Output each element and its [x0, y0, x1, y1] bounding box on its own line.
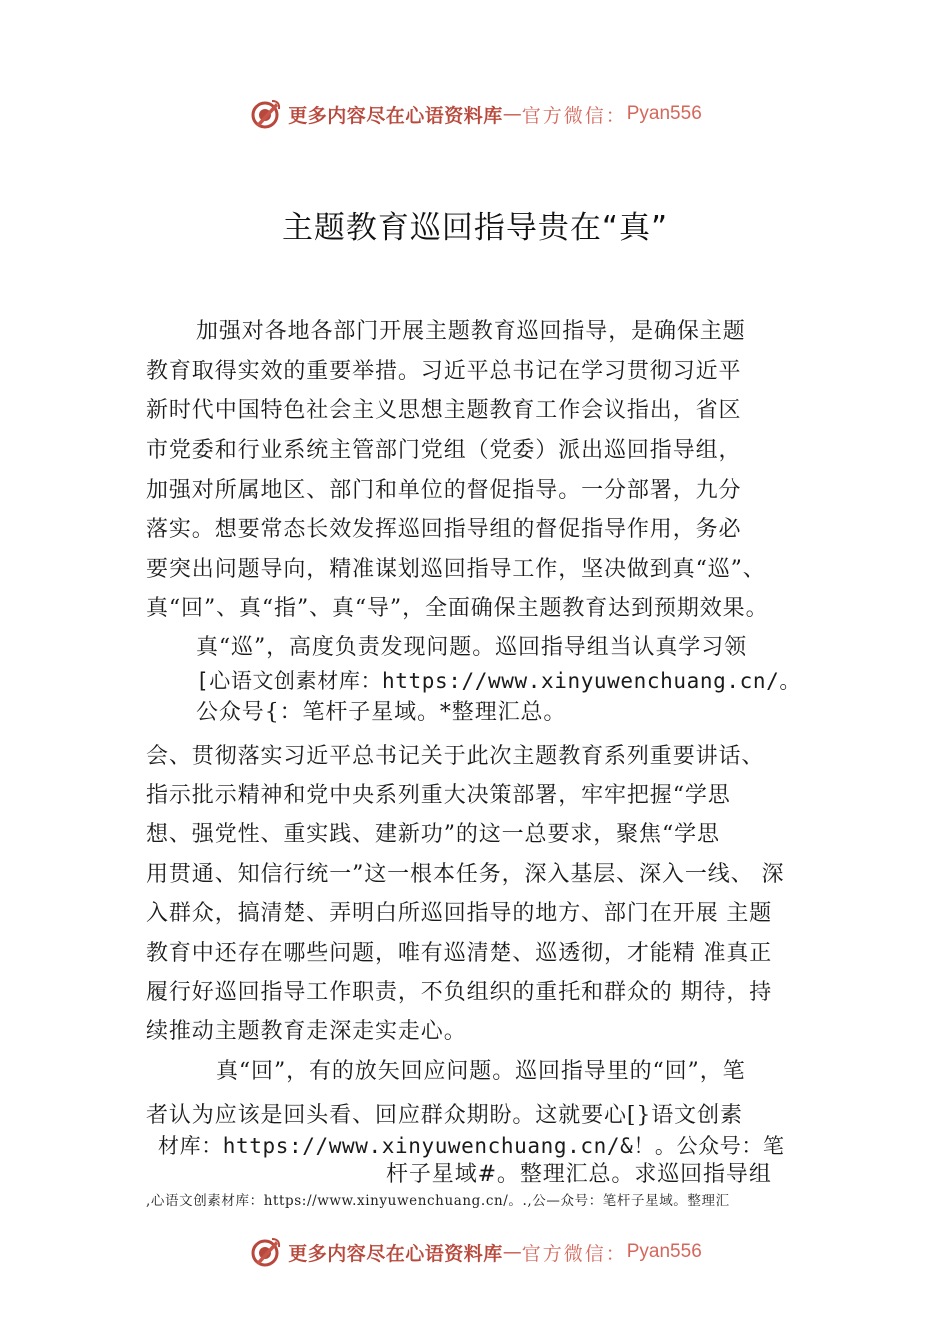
text-line: 入群众，搞清楚、弄明白所巡回指导的地方、部门在开展 主题	[146, 901, 773, 926]
text-line: 杆子星域#。整理汇总。求巡回指导组	[386, 1162, 772, 1187]
footer-banner	[0, 1232, 950, 1272]
header-wechat-label: 官方微信：	[521, 104, 627, 127]
text-line: 教育取得实效的重要举措。习近平总书记在学习贯彻习近平	[146, 359, 742, 384]
header-separator: —	[502, 103, 522, 125]
text-line: 真“巡”，高度负责发现问题。巡回指导组当认真学习领	[196, 635, 747, 660]
text-line: 用贯通、知信行统一”这一根本任务，深入基层、深入一线、 深	[146, 862, 785, 887]
text-line: 真“回”、真“指”、真“导”，全面确保主题教育达到预期效果。	[146, 596, 769, 621]
page-title: 主题教育巡回指导贵在“真”	[281, 210, 669, 246]
text-line: 者认为应该是回头看、回应群众期盼。这就要心[}语文创素	[146, 1103, 743, 1128]
text-line: 想、强党性、重实践、建新功”的这一总要求，聚焦“学思	[146, 822, 720, 847]
footer-wechat-label: 官方微信：	[521, 1242, 627, 1265]
text-line: 要突出问题导向，精准谋划巡回指导工作，坚决做到真“巡”、	[146, 557, 766, 582]
header-wechat-id: Pyan556	[626, 103, 702, 124]
footer-brand: 更多内容尽在心语资料库	[288, 1242, 503, 1265]
text-line: 市党委和行业系统主管部门党组（党委）派出巡回指导组，	[146, 438, 742, 463]
text-line: 加强对所属地区、部门和单位的督促指导。一分部署，九分	[146, 478, 742, 503]
text-line: 落实。想要常态长效发挥巡回指导组的督促指导作用，务必	[146, 517, 742, 542]
quill-seal-icon	[248, 97, 282, 131]
text-line: [心语文创素材库：https://www.xinyuwenchuang.cn/。	[196, 669, 801, 693]
text-line: 新时代中国特色社会主义思想主题教育工作会议指出，省区	[146, 398, 742, 423]
text-line: 会、贯彻落实习近平总书记关于此次主题教育系列重要讲话、	[146, 744, 765, 769]
footer-separator: —	[502, 1241, 522, 1263]
text-line: ,心语文创素材库：https://www.xinyuwenchuang.cn/。.,公—众号：笔杆子星域。整理汇	[146, 1193, 730, 1209]
text-line: 指示批示精神和党中央系列重大决策部署，牢牢把握“学思	[146, 783, 731, 808]
header-banner	[0, 94, 950, 134]
text-line: 教育中还存在哪些问题，唯有巡清楚、巡透彻，才能精 准真正	[146, 941, 773, 966]
text-line: 材库：https://www.xinyuwenchuang.cn/&！。公众号：笔	[158, 1134, 785, 1158]
quill-seal-icon	[248, 1235, 282, 1269]
text-line: 真“回”，有的放矢回应问题。巡回指导里的“回”，笔	[216, 1059, 746, 1084]
text-line: 加强对各地各部门开展主题教育巡回指导，是确保主题	[196, 319, 746, 344]
text-line: 公众号{：笔杆子星域。*整理汇总。	[196, 700, 567, 725]
text-line: 续推动主题教育走深走实走心。	[146, 1019, 467, 1044]
text-line: 履行好巡回指导工作职责，不负组织的重托和群众的 期待，持	[146, 980, 773, 1005]
footer-wechat-id: Pyan556	[626, 1241, 702, 1262]
header-brand: 更多内容尽在心语资料库	[288, 104, 503, 127]
